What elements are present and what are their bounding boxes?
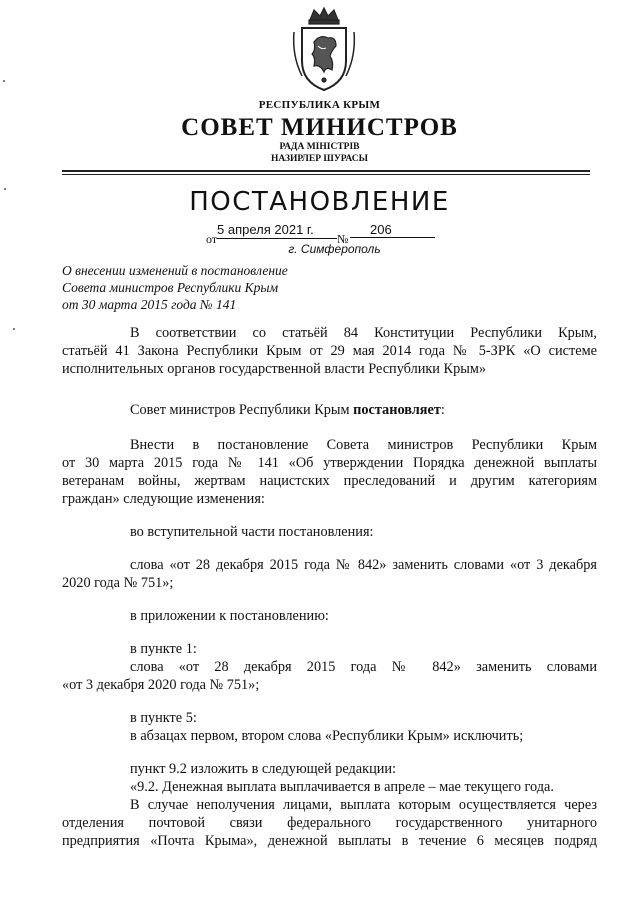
- body-line: В соответствии со статьёй 84 Конституции Республики Крым,: [130, 325, 597, 341]
- body-line: от 30 марта 2015 года № 141 «Об утверждении Порядка денежной выплаты: [62, 455, 597, 471]
- body-line: граждан» следующие изменения:: [62, 491, 265, 507]
- document-type: ПОСТАНОВЛЕНИЕ: [189, 187, 450, 217]
- body-line: исполнительных органов государственной власти Республики Крым»: [62, 361, 487, 377]
- body-line: во вступительной части постановления:: [130, 524, 374, 540]
- resolution-text: Совет министров Республики Крым: [130, 402, 354, 418]
- title-line: от 30 марта 2015 года № 141: [62, 297, 237, 312]
- body-line: ветеранам войны, жертвам нацистских преследований и другим категориям: [62, 473, 597, 489]
- number-label: №: [337, 232, 349, 246]
- body-line: в пункте 1:: [130, 641, 197, 657]
- body-line: в приложении к постановлению:: [130, 608, 329, 624]
- decree-title: [62, 262, 288, 313]
- body-line: «9.2. Денежная выплата выплачивается в апреле – мае текущего года.: [130, 779, 554, 795]
- title-line: О внесении изменений в постановление: [62, 263, 288, 278]
- body-line: пункт 9.2 изложить в следующей редакции:: [130, 761, 397, 777]
- body-line: 2020 года № 751»;: [62, 575, 174, 591]
- decree-date: 5 апреля 2021 г.: [217, 222, 337, 239]
- coat-of-arms-emblem: [292, 6, 356, 94]
- resolution-statement: [130, 401, 597, 419]
- council-name-ukrainian: РАДА МІНІСТРІВ: [279, 142, 360, 152]
- body-line: статьёй 41 Закона Республики Крым от 29 мая 2014 года № 5-ЗРК «О системе: [62, 343, 597, 359]
- body-line: «от 3 декабря 2020 года № 751»;: [62, 677, 260, 693]
- body-line: слова «от 28 декабря 2015 года № 842» заменить словами: [130, 659, 597, 675]
- body-line: в пункте 5:: [130, 710, 197, 726]
- body-line: предприятия «Почта Крыма», денежной выплаты в течение 6 месяцев подряд: [62, 833, 597, 849]
- header-divider: [62, 170, 590, 172]
- resolution-colon: :: [440, 402, 445, 418]
- body-line: слова «от 28 декабря 2015 года № 842» заменить словами «от 3 декабря: [130, 557, 597, 573]
- republic-name: РЕСПУБЛИКА КРЫМ: [258, 99, 381, 111]
- resolution-keyword: постановляет: [353, 402, 441, 418]
- body-line: Внести в постановление Совета министров Республики Крым: [130, 437, 597, 453]
- title-line: Совета министров Республики Крым: [62, 280, 279, 295]
- body-line: В случае неполучения лицами, выплата которым осуществляется через: [130, 797, 597, 813]
- scan-speck: [13, 328, 15, 330]
- council-name: СОВЕТ МИНИСТРОВ: [181, 114, 458, 141]
- body-line: в абзацах первом, втором слова «Республики Крым» исключить;: [130, 728, 524, 744]
- date-label: от: [206, 232, 218, 246]
- council-name-crimean-tatar: НАЗИРЛЕР ШУРАСЫ: [271, 154, 368, 164]
- decree-number: 206: [350, 222, 435, 238]
- header-divider-thin: [62, 174, 590, 175]
- decree-city: г. Симферополь: [288, 242, 381, 256]
- scan-speck: [3, 80, 5, 82]
- body-line: отделения почтовой связи федерального государственного унитарного: [62, 815, 597, 831]
